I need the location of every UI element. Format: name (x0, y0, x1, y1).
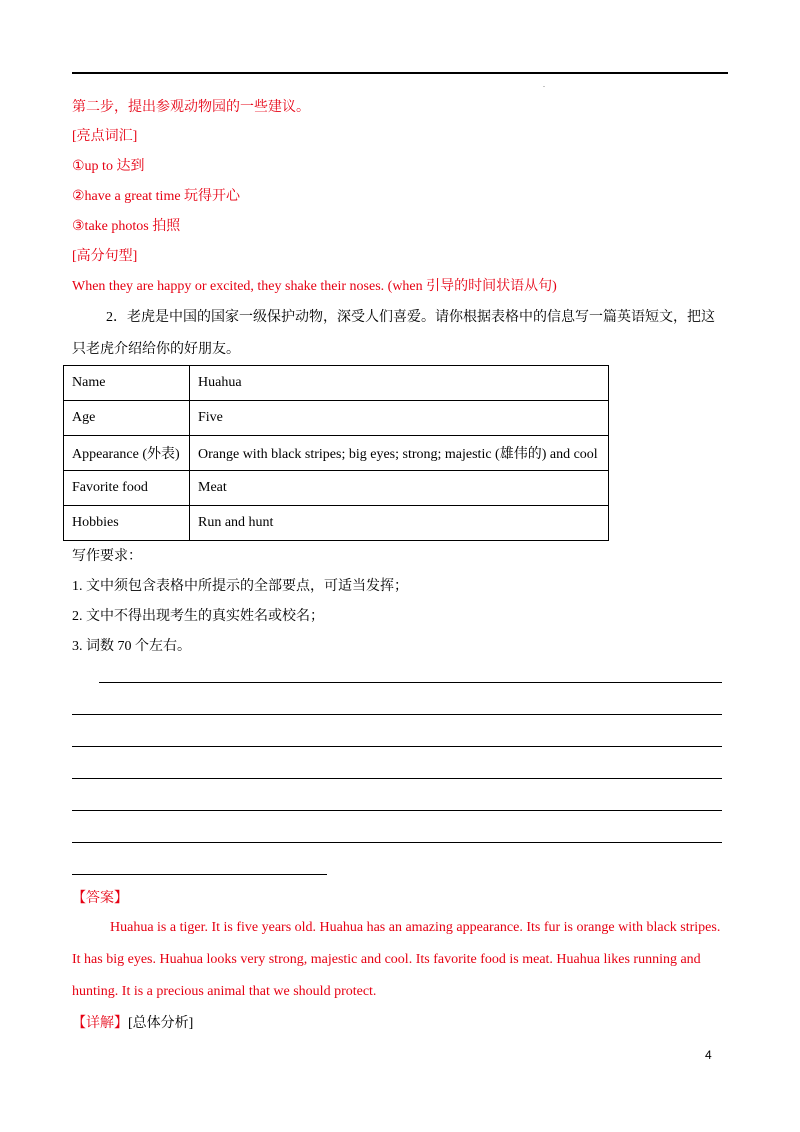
writing-line[interactable] (72, 746, 722, 747)
vocab-item-2: ②have a great time 玩得开心 (72, 189, 241, 204)
page-number: 4 (705, 1048, 712, 1062)
key-sentence: When they are happy or excited, they shake their noses. (when 引导的时间状语从句) (72, 279, 557, 294)
vocab-item-3: ③take photos 拍照 (72, 219, 181, 234)
answer-line-1: Huahua is a tiger. It is five years old. Huahua has an amazing appearance. Its fur is orange with black stripes. (110, 920, 721, 935)
table-value-cell: Orange with black stripes; big eyes; strong; majestic (雄伟的) and cool (190, 436, 609, 471)
vocab-item-1: ①up to 达到 (72, 159, 145, 174)
table-label-cell: Name (64, 366, 190, 401)
writing-line[interactable] (72, 842, 722, 843)
requirements-title: 写作要求： (72, 549, 142, 564)
table-row (64, 401, 609, 436)
table-value-cell: Run and hunt (190, 506, 609, 541)
header-rule (72, 72, 728, 74)
writing-line[interactable] (72, 874, 327, 875)
answer-line-3: hunting. It is a precious animal that we should protect. (72, 984, 377, 999)
detail-text: [总体分析] (128, 1016, 194, 1031)
requirement-1: 1. 文中须包含表格中所提示的全部要点，可适当发挥； (72, 579, 408, 594)
detail-line (72, 1014, 193, 1034)
vocab-label: [亮点词汇] (72, 129, 138, 144)
table-label-cell: Favorite food (64, 471, 190, 506)
table-row (64, 506, 609, 541)
requirement-3: 3. 词数 70 个左右。 (72, 639, 191, 654)
answer-label: 【答案】 (72, 891, 128, 906)
table-value-cell: Huahua (190, 366, 609, 401)
answer-line-2: It has big eyes. Huahua looks very strong, majestic and cool. Its favorite food is meat. Huahua likes running and (72, 952, 701, 967)
detail-label: 【详解】 (72, 1016, 128, 1031)
table-row (64, 436, 609, 471)
table-value-cell: Five (190, 401, 609, 436)
step-text: 第二步，提出参观动物园的一些建议。 (72, 100, 310, 115)
writing-line[interactable] (72, 778, 722, 779)
requirement-2: 2. 文中不得出现考生的真实姓名或校名； (72, 609, 324, 624)
table-value-cell: Meat (190, 471, 609, 506)
writing-line[interactable] (72, 714, 722, 715)
header-dot: . (543, 80, 545, 89)
sentence-label: [高分句型] (72, 249, 138, 264)
table-row (64, 471, 609, 506)
table-label-cell: Appearance (外表) (64, 436, 190, 471)
table-row (64, 366, 609, 401)
tiger-info-table (63, 365, 609, 541)
writing-line[interactable] (99, 682, 722, 683)
writing-line[interactable] (72, 810, 722, 811)
table-label-cell: Age (64, 401, 190, 436)
question-prompt-line1: 2．老虎是中国的国家一级保护动物，深受人们喜爱。请你根据表格中的信息写一篇英语短文，把这 (106, 310, 715, 325)
question-prompt-line2: 只老虎介绍给你的好朋友。 (72, 342, 240, 357)
table-label-cell: Hobbies (64, 506, 190, 541)
